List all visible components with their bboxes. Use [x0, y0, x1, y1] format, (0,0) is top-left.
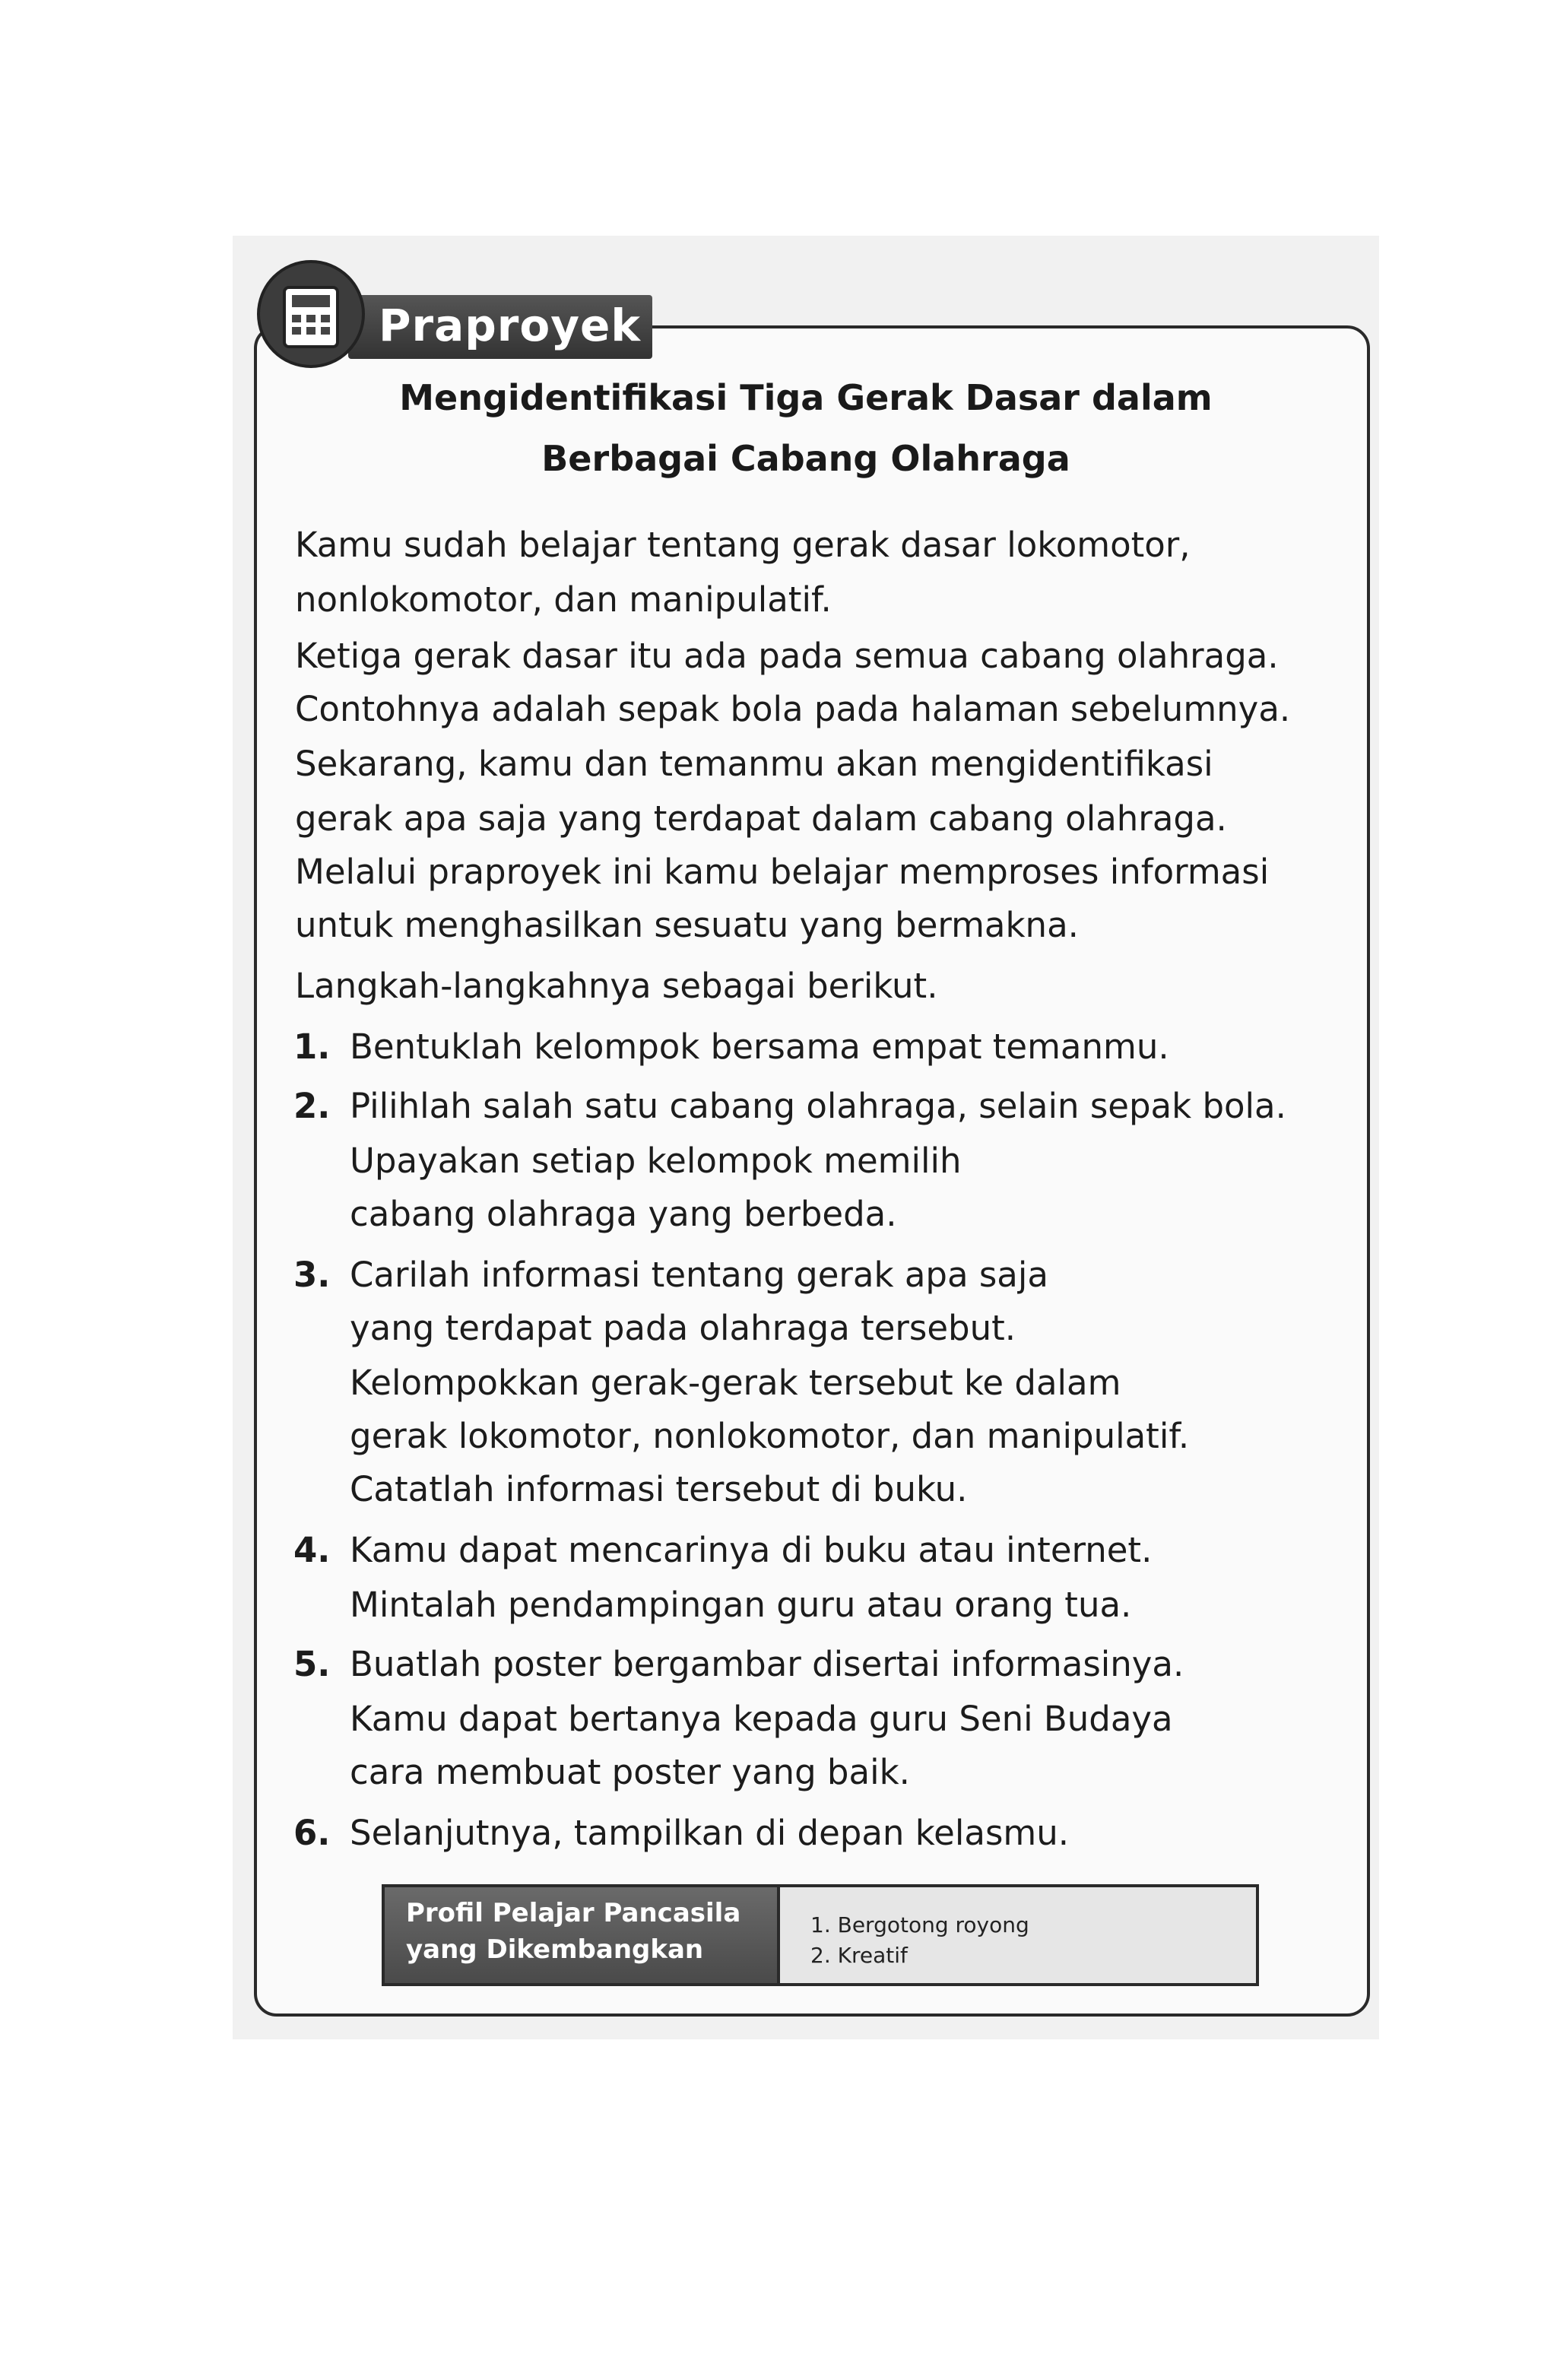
badge-title: Praproyek — [379, 300, 641, 351]
calculator-icon — [281, 284, 341, 350]
intro-line: Ketiga gerak dasar itu ada pada semua cabang olahraga. — [295, 636, 1279, 676]
step-line: cara membuat poster yang baik. — [350, 1752, 910, 1792]
step-number: 2. — [293, 1086, 331, 1126]
step-line: cabang olahraga yang berbeda. — [350, 1194, 897, 1234]
intro-line: Melalui praproyek ini kamu belajar memproses informasi — [295, 852, 1270, 892]
step-line: Carilah informasi tentang gerak apa saja — [350, 1255, 1048, 1295]
praproyek-badge — [257, 260, 658, 368]
step-number: 4. — [293, 1530, 331, 1570]
badge-circle — [257, 260, 365, 368]
step-line: Buatlah poster bergambar disertai informasinya. — [350, 1644, 1184, 1684]
profile-values — [780, 1887, 1256, 1983]
step-line: Catatlah informasi tersebut di buku. — [350, 1469, 968, 1509]
profile-label-line-2: yang Dikembangkan — [406, 1934, 704, 1965]
profile-value: 2. Kreatif — [810, 1943, 908, 1968]
intro-line: Sekarang, kamu dan temanmu akan mengidentifikasi — [295, 744, 1213, 784]
intro-line: gerak apa saja yang terdapat dalam cabang olahraga. — [295, 798, 1227, 839]
step-line: gerak lokomotor, nonlokomotor, dan manipulatif. — [350, 1416, 1190, 1456]
intro-line: nonlokomotor, dan manipulatif. — [295, 579, 832, 620]
heading-line-2: Berbagai Cabang Olahraga — [541, 438, 1070, 479]
step-line: Kelompokkan gerak-gerak tersebut ke dalam — [350, 1363, 1121, 1403]
step-line: Bentuklah kelompok bersama empat temanmu. — [350, 1027, 1169, 1067]
step-line: Selanjutnya, tampilkan di depan kelasmu. — [350, 1813, 1070, 1853]
step-number: 6. — [293, 1813, 331, 1853]
profile-box — [382, 1884, 1259, 1986]
profile-label-line-1: Profil Pelajar Pancasila — [406, 1898, 741, 1928]
intro-line: Langkah-langkahnya sebagai berikut. — [295, 966, 938, 1006]
intro-line: untuk menghasilkan sesuatu yang bermakna. — [295, 905, 1079, 945]
step-line: Kamu dapat mencarinya di buku atau internet. — [350, 1530, 1153, 1570]
step-number: 1. — [293, 1027, 331, 1067]
step-line: Pilihlah salah satu cabang olahraga, selain sepak bola. — [350, 1086, 1286, 1126]
heading-line-1: Mengidentifikasi Tiga Gerak Dasar dalam — [399, 377, 1213, 418]
intro-line: Kamu sudah belajar tentang gerak dasar lokomotor, — [295, 525, 1191, 565]
step-line: Kamu dapat bertanya kepada guru Seni Budaya — [350, 1699, 1173, 1739]
intro-line: Contohnya adalah sepak bola pada halaman sebelumnya. — [295, 689, 1291, 729]
profile-label — [385, 1887, 780, 1983]
profile-value: 1. Bergotong royong — [810, 1912, 1029, 1937]
step-number: 5. — [293, 1644, 331, 1684]
step-line: yang terdapat pada olahraga tersebut. — [350, 1308, 1016, 1348]
step-line: Mintalah pendampingan guru atau orang tua. — [350, 1585, 1132, 1625]
step-line: Upayakan setiap kelompok memilih — [350, 1141, 962, 1181]
step-number: 3. — [293, 1255, 331, 1295]
